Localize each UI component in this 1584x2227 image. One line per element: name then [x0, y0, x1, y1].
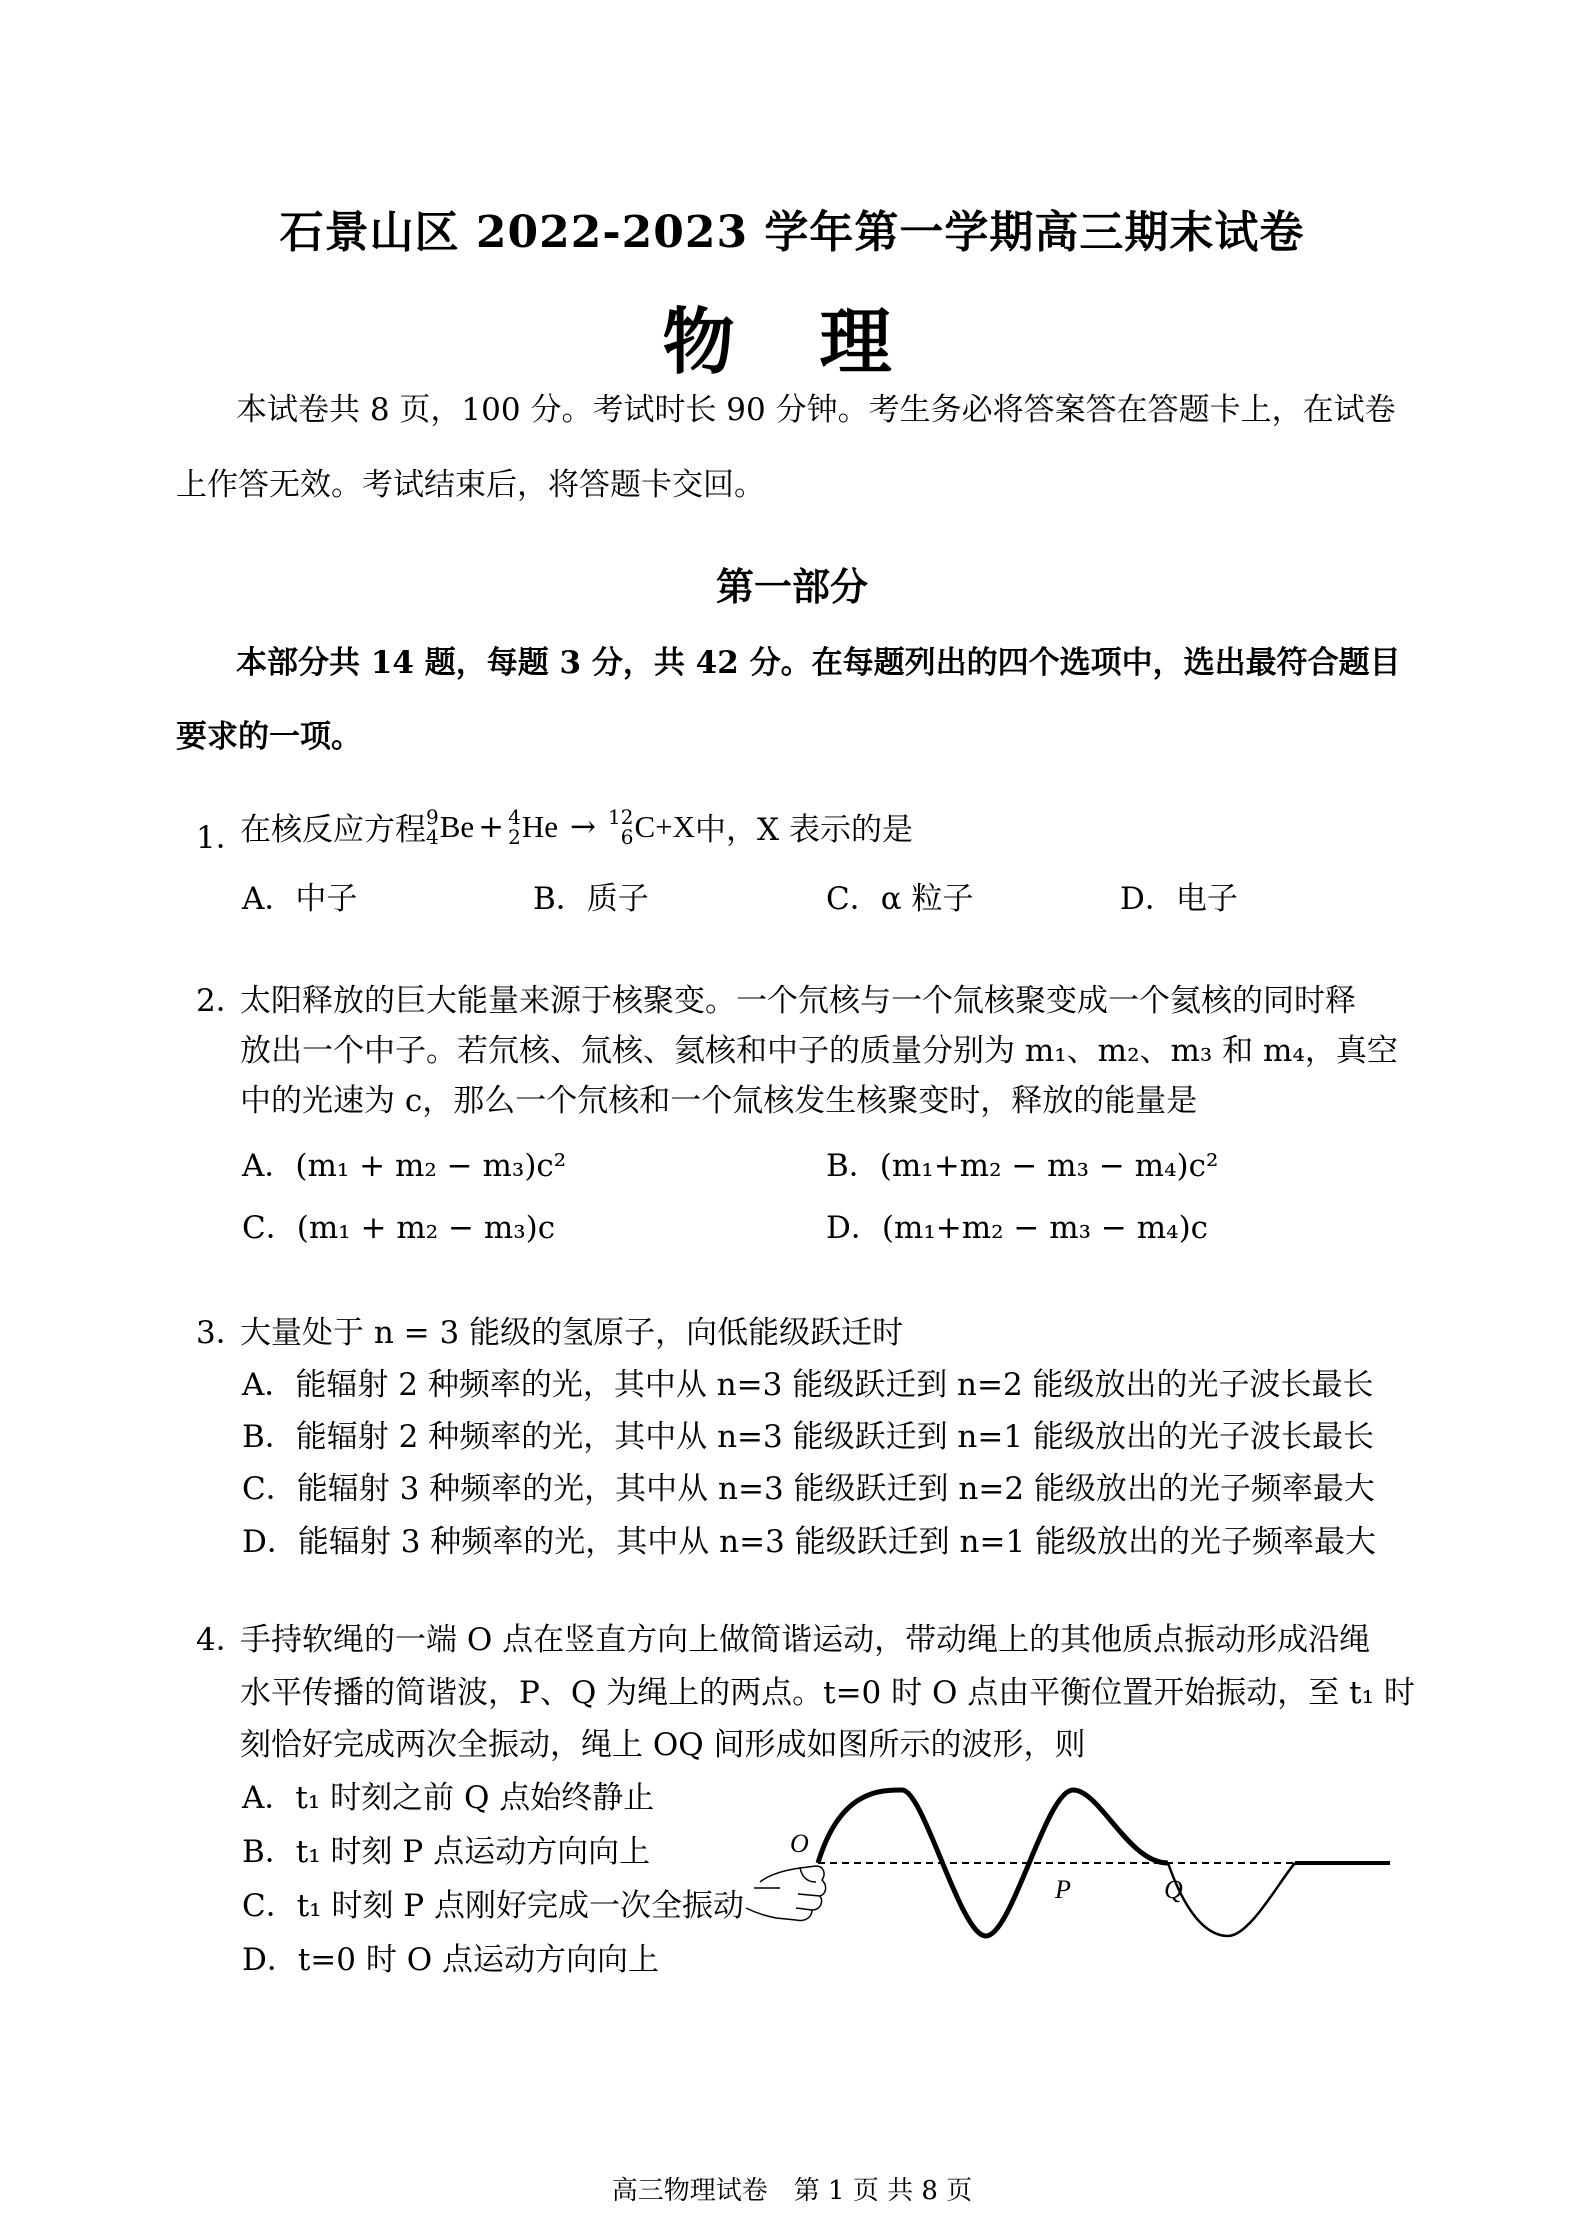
he-mass-number: 4	[508, 804, 521, 829]
wave-curve-tail	[1168, 1863, 1295, 1936]
helium-nuclide	[508, 804, 559, 849]
q4-option-a[interactable]: A．t₁ 时刻之前 Q 点始终静止	[242, 1780, 655, 1816]
c-atomic-number: 6	[620, 824, 634, 849]
plus-x: +X	[655, 808, 696, 844]
carbon-nuclide	[608, 804, 656, 849]
section-instructions-1: 本部分共 14 题，每题 3 分，共 42 分。在每题列出的四个选项中，选出最符合题目	[236, 645, 1401, 681]
q2-option-b[interactable]: B．(m₁+m₂ − m₃ − m₄)c²	[826, 1148, 1219, 1184]
q3-option-d[interactable]: D．能辐射 3 种频率的光，其中从 n=3 能级跃迁到 n=1 能级放出的光子频率最大	[242, 1524, 1377, 1560]
section-instructions-2: 要求的一项。	[176, 719, 362, 755]
q4-line-1: 手持软绳的一端 O 点在竖直方向上做简谐运动，带动绳上的其他质点振动形成沿绳	[240, 1622, 1371, 1658]
q1-stem-post: 中，X 表示的是	[695, 812, 913, 848]
q2-option-c[interactable]: C．(m₁ + m₂ − m₃)c	[242, 1210, 556, 1246]
q2-option-a[interactable]: A．(m₁ + m₂ − m₃)c²	[242, 1148, 567, 1184]
q1-option-a[interactable]: A．中子	[242, 881, 358, 917]
q1-option-d[interactable]: D．电子	[1120, 881, 1238, 917]
intro-line-2: 上作答无效。考试结束后，将答题卡交回。	[176, 467, 765, 503]
be-symbol: Be	[439, 808, 475, 844]
subject-title: 物 理	[662, 299, 922, 384]
q4-option-c[interactable]: C．t₁ 时刻 P 点刚好完成一次全振动	[242, 1888, 745, 1924]
label-o: O	[790, 1829, 809, 1858]
c-mass-number: 12	[608, 804, 634, 829]
plus-sign: +	[478, 808, 505, 845]
q3-number: 3．	[196, 1315, 247, 1351]
intro-line-1: 本试卷共 8 页，100 分。考试时长 90 分钟。考生务必将答案答在答题卡上，在试卷	[236, 392, 1396, 428]
q4-line-3: 刻恰好完成两次全振动，绳上 OQ 间形成如图所示的波形，则	[240, 1727, 1086, 1763]
q2-line-2: 放出一个中子。若氘核、氚核、氦核和中子的质量分别为 m₁、m₂、m₃ 和 m₄，真空	[240, 1033, 1398, 1069]
section-title: 第一部分	[715, 564, 868, 609]
q1-number: 1．	[196, 820, 247, 856]
reaction-arrow: →	[570, 808, 597, 845]
q3-option-b[interactable]: B．能辐射 2 种频率的光，其中从 n=3 能级跃迁到 n=1 能级放出的光子波长最长	[242, 1419, 1374, 1455]
q4-option-b[interactable]: B．t₁ 时刻 P 点运动方向向上	[242, 1834, 651, 1870]
exam-title: 石景山区 2022-2023 学年第一学期高三期末试卷	[279, 207, 1305, 258]
q4-line-2: 水平传播的简谐波，P、Q 为绳上的两点。t=0 时 O 点由平衡位置开始振动，至 t₁ 时	[240, 1675, 1415, 1711]
beryllium-nuclide	[426, 804, 475, 849]
q1-stem-pre: 在核反应方程	[240, 812, 426, 848]
be-mass-number: 9	[426, 804, 439, 829]
q4-option-d[interactable]: D．t=0 时 O 点运动方向向上	[242, 1942, 659, 1978]
q3-option-a[interactable]: A．能辐射 2 种频率的光，其中从 n=3 能级跃迁到 n=2 能级放出的光子波长最长	[242, 1367, 1374, 1403]
be-atomic-number: 4	[426, 824, 439, 849]
q1-option-c[interactable]: C．α 粒子	[826, 881, 974, 917]
c-symbol: C	[634, 808, 656, 844]
label-p: P	[1055, 1875, 1071, 1904]
hand-icon	[746, 1866, 826, 1921]
q3-option-c[interactable]: C．能辐射 3 种频率的光，其中从 n=3 能级跃迁到 n=2 能级放出的光子频率最大	[242, 1471, 1375, 1507]
he-symbol: He	[521, 808, 559, 844]
q4-number: 4．	[196, 1622, 247, 1658]
page-footer: 高三物理试卷 第 1 页 共 8 页	[611, 2176, 973, 2206]
label-q: Q	[1164, 1875, 1183, 1904]
q2-option-d[interactable]: D．(m₁+m₂ − m₃ − m₄)c	[826, 1210, 1209, 1246]
he-atomic-number: 2	[508, 824, 521, 849]
q2-number: 2．	[196, 983, 247, 1019]
q1-stem	[240, 804, 913, 849]
q2-line-3: 中的光速为 c，那么一个氘核和一个氚核发生核聚变时，释放的能量是	[240, 1083, 1198, 1119]
q1-option-b[interactable]: B．质子	[533, 881, 649, 917]
wave-figure	[740, 1770, 1400, 1970]
q2-line-1: 太阳释放的巨大能量来源于核聚变。一个氘核与一个氚核聚变成一个氦核的同时释	[240, 983, 1356, 1019]
q3-stem: 大量处于 n = 3 能级的氢原子，向低能级跃迁时	[240, 1315, 904, 1351]
